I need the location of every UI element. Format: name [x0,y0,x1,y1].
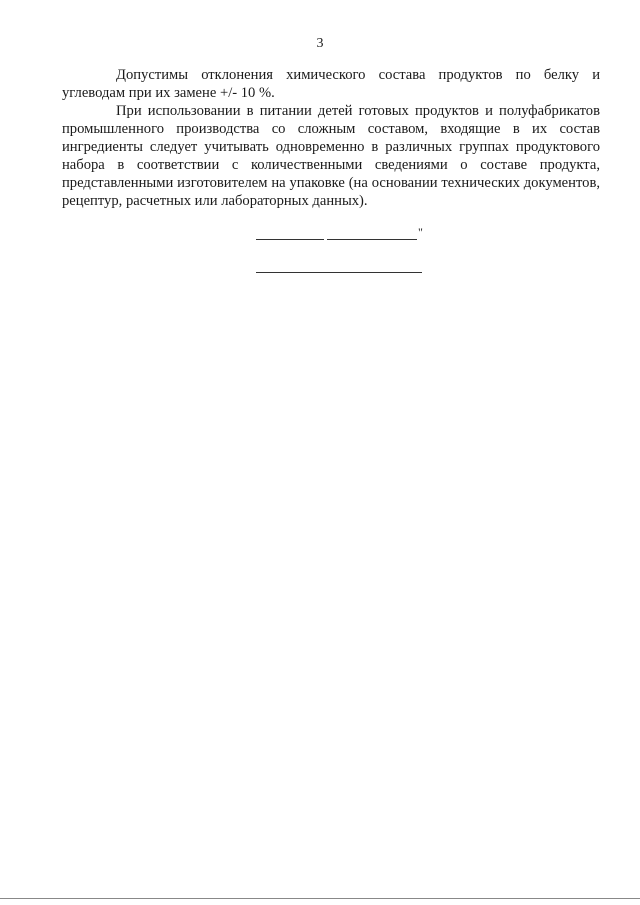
page-bottom-border [0,898,640,899]
page-number: 3 [316,36,324,51]
document-body [62,66,600,210]
paragraph-deviation: Допустимы отклонения химического состава продуктов по белку и углеводам при их замене +/- 10 %. [62,67,600,101]
closing-line-right [327,239,417,240]
separator-line [256,272,422,273]
closing-quote-mark: " [418,225,423,239]
closing-line-left [256,239,324,240]
paragraph-ingredients: При использовании в питании детей готовых продуктов и полуфабрикатов промышленного производства со сложным составом, входящие в их состав ингредиенты следует учитывать одновременно в различных группах продуктового набора в соответствии с количественными сведениями о составе продукта, представленными изготовителем на упаковке (на основании технических документов, рецептур, расчетных или лабораторных данных). [62,103,600,209]
